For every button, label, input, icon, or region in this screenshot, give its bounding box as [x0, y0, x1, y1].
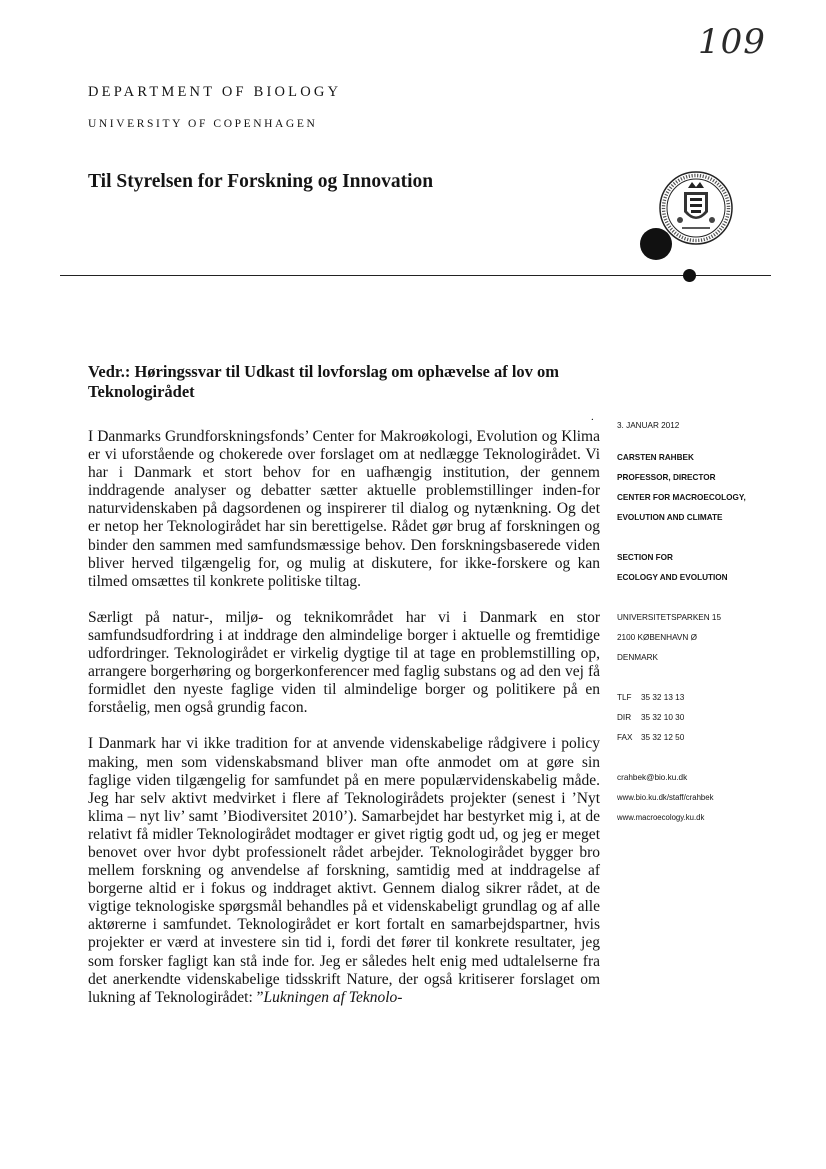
phone-row-tlf: [617, 688, 807, 708]
phone-label: TLF: [617, 693, 632, 702]
address-country: DENMARK: [617, 653, 658, 662]
phone-number: 35 32 13 13: [641, 693, 685, 702]
handwritten-page-number: 109: [698, 22, 766, 62]
body-paragraph-2: Særligt på natur-, miljø- og teknikområdet har vi i Danmark en stor samfundsudfordring i at inddrage den almindelige borger i aktuelle og fremtidige udfordringer. Teknologirådet er virkelig dygtige til at tage en problemstilling op, arrangere borgerhøring og borgerkonferencer med faglig substans og ad den vej få formidlet den nyeste faglige viden til almindelige borger og politikere på en forståelig, men også grundig facon.: [88, 608, 600, 717]
subject-line: Vedr.: Høringssvar til Udkast til lovforslag om ophævelse af lov om Teknologirådet: [88, 362, 560, 401]
center-name-line2: EVOLUTION AND CLIMATE: [617, 513, 723, 522]
header-divider: [60, 275, 771, 276]
nature-quote-start: Lukningen af Teknolo-: [263, 988, 403, 1006]
decorative-dot-large: [640, 228, 672, 260]
decorative-dot-small: [683, 269, 696, 282]
letter-body: [88, 428, 600, 1025]
sender-title: PROFESSOR, DIRECTOR: [617, 473, 716, 482]
website-link-staff[interactable]: www.bio.ku.dk/staff/crahbek: [617, 793, 714, 802]
section-line2: ECOLOGY AND EVOLUTION: [617, 573, 728, 582]
phone-row-fax: [617, 728, 807, 748]
body-paragraph-3-text: I Danmark har vi ikke tradition for at anvende videnskabelige rådgivere i policy making, men som videnskabsmand bliver man ofte anmodet om at gøre sin faglige viden tilgængelig for samfundet på en mere populærvidenskabelig måde. Jeg har selv aktivt medvirket i flere af Teknologirådets projekter (senest i ’Nyt klima – nyt liv’ samt ’Biodiversitet 2010’). Samarbejdet har bestyrket mig i, at de relativt få midler Teknologirådet modtager er givet rigtig godt ud, og jeg er meget benovet over hvor dybt professionelt rådet arbejder. Teknologirådet bygger bro mellem forskning og anvendelse af forskning, samtidig med at inddragelse af borgerne altid er i fokus og inddraget aktivt. Gennem dialog sikrer rådet, at de vigtige teknologiske spørgsmål behandles på et videnskabeligt grundlag og af alle aktørerne i samfundet. Teknologirådet er kort fortalt en samarbejdspartner, hvis projekter er værd at investere sin tid i, fordi det fører til konkrete resultater, jeg som forsker fagligt kan stå inde for. Jeg er således helt enig med udtalelserne fra det anerkendte videnskabelige tidsskrift Nature, der også kritiserer forslaget om lukning af Teknologirådet: ”: [88, 735, 600, 1006]
section-line1: SECTION FOR: [617, 553, 673, 562]
department-name: DEPARTMENT OF BIOLOGY: [88, 84, 342, 100]
body-paragraph-1: I Danmarks Grundforskningsfonds’ Center for Makroøkologi, Evolution og Klima er vi uforstående og chokerede over forslaget om at nedlægge Teknologirådet. Vi har i Danmark et stort behov for en uafhængig institution, der gennem inddragende analyser og debatter sætter aktuelle problemstillinger inden-for naturvidenskaben på dagsordenen og inspirerer til dialog og nytænkning. Og det er netop her Teknologirådet har sin berettigelse. Rådet gør brug af forskningen og binder den sammen med samfundsmæssige behov. Den forskningsbaserede viden bliver herved tilgængelig for, og mulig at diskutere, for ikke-forskere og kan tilmed omsættes til konkrete politiske tiltag.: [88, 428, 600, 590]
stray-mark: .: [591, 411, 594, 423]
body-paragraph-3: [88, 735, 600, 1006]
address-city: 2100 KØBENHAVN Ø: [617, 633, 697, 642]
email-link[interactable]: crahbek@bio.ku.dk: [617, 773, 688, 782]
website-link-macroecology[interactable]: www.macroecology.ku.dk: [617, 813, 705, 822]
phone-label: FAX: [617, 733, 633, 742]
sender-sidebar: [617, 416, 807, 828]
letter-date: 3. JANUAR 2012: [617, 421, 680, 430]
recipient-heading: Til Styrelsen for Forskning og Innovation: [88, 171, 434, 192]
phone-number: 35 32 10 30: [641, 713, 685, 722]
phone-number: 35 32 12 50: [641, 733, 685, 742]
center-name-line1: CENTER FOR MACROECOLOGY,: [617, 493, 746, 502]
phone-label: DIR: [617, 713, 632, 722]
sender-name: CARSTEN RAHBEK: [617, 453, 694, 462]
phone-row-dir: [617, 708, 807, 728]
address-street: UNIVERSITETSPARKEN 15: [617, 613, 722, 622]
university-name: UNIVERSITY OF COPENHAGEN: [88, 118, 318, 130]
